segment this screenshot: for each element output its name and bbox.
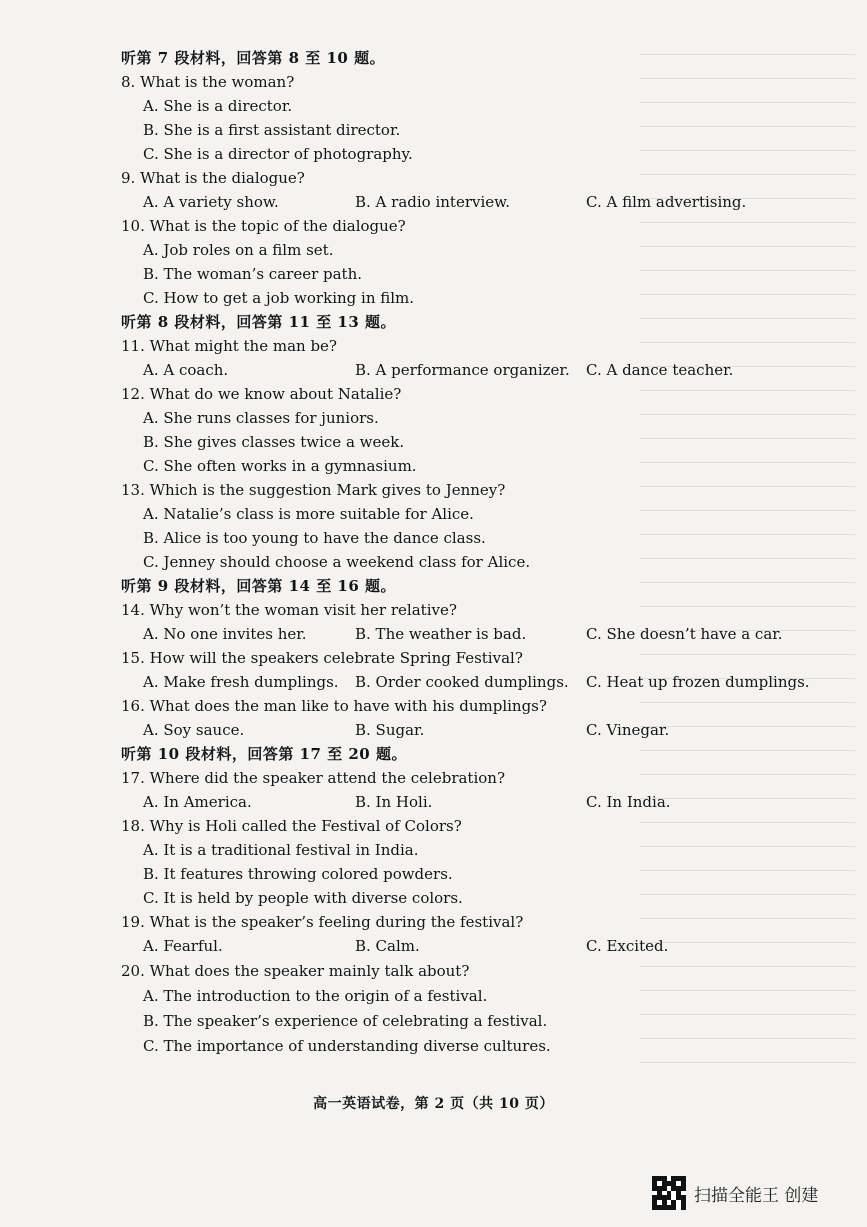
q19-option-b: B. Calm. xyxy=(355,937,420,955)
question-13: 13. Which is the suggestion Mark gives to Jenney? xyxy=(121,481,506,499)
question-9: 9. What is the dialogue? xyxy=(121,169,305,187)
q11-option-c: C. A dance teacher. xyxy=(586,361,734,379)
scanner-watermark xyxy=(652,1175,818,1211)
question-8: 8. What is the woman? xyxy=(121,73,295,91)
q15-option-c: C. Heat up frozen dumplings. xyxy=(586,673,810,691)
question-19: 19. What is the speaker’s feeling during the festival? xyxy=(121,913,524,931)
q20-option-c: C. The importance of understanding diverse cultures. xyxy=(143,1037,551,1055)
q17-option-a: A. In America. xyxy=(143,793,252,811)
q13-option-a: A. Natalie’s class is more suitable for Alice. xyxy=(143,505,474,523)
question-20: 20. What does the speaker mainly talk about? xyxy=(121,962,470,980)
q14-option-a: A. No one invites her. xyxy=(143,625,307,643)
q16-option-b: B. Sugar. xyxy=(355,721,425,739)
q8-option-b: B. She is a first assistant director. xyxy=(143,121,401,139)
section-heading-7: 听第 7 段材料，回答第 8 至 10 题。 xyxy=(121,49,386,67)
q18-option-c: C. It is held by people with diverse colors. xyxy=(143,889,463,907)
scanner-watermark-text: 扫描全能王 创建 xyxy=(694,1185,819,1206)
q14-option-c: C. She doesn’t have a car. xyxy=(586,625,783,643)
q10-option-b: B. The woman’s career path. xyxy=(143,265,363,283)
q16-option-a: A. Soy sauce. xyxy=(143,721,245,739)
page-footer: 高一英语试卷，第 2 页（共 10 页） xyxy=(313,1096,554,1112)
qr-code-icon xyxy=(652,1176,686,1210)
q8-option-a: A. She is a director. xyxy=(143,97,293,115)
q9-option-a: A. A variety show. xyxy=(143,193,279,211)
question-11: 11. What might the man be? xyxy=(121,337,337,355)
q11-option-a: A. A coach. xyxy=(143,361,229,379)
q13-option-b: B. Alice is too young to have the dance class. xyxy=(143,529,486,547)
q20-option-a: A. The introduction to the origin of a festival. xyxy=(143,987,488,1005)
q15-option-b: B. Order cooked dumplings. xyxy=(355,673,569,691)
question-12: 12. What do we know about Natalie? xyxy=(121,385,402,403)
q12-option-a: A. She runs classes for juniors. xyxy=(143,409,379,427)
q17-option-c: C. In India. xyxy=(586,793,671,811)
q20-option-b: B. The speaker’s experience of celebrating a festival. xyxy=(143,1012,548,1030)
q9-option-b: B. A radio interview. xyxy=(355,193,510,211)
q8-option-c: C. She is a director of photography. xyxy=(143,145,413,163)
q12-option-c: C. She often works in a gymnasium. xyxy=(143,457,417,475)
q17-option-b: B. In Holi. xyxy=(355,793,433,811)
question-16: 16. What does the man like to have with his dumplings? xyxy=(121,697,547,715)
q16-option-c: C. Vinegar. xyxy=(586,721,670,739)
question-17: 17. Where did the speaker attend the celebration? xyxy=(121,769,505,787)
q15-option-a: A. Make fresh dumplings. xyxy=(143,673,339,691)
q18-option-a: A. It is a traditional festival in India. xyxy=(143,841,419,859)
q10-option-a: A. Job roles on a film set. xyxy=(143,241,334,259)
question-15: 15. How will the speakers celebrate Spring Festival? xyxy=(121,649,523,667)
section-heading-10: 听第 10 段材料，回答第 17 至 20 题。 xyxy=(121,745,407,763)
question-18: 18. Why is Holi called the Festival of Colors? xyxy=(121,817,462,835)
q9-option-c: C. A film advertising. xyxy=(586,193,747,211)
question-10: 10. What is the topic of the dialogue? xyxy=(121,217,406,235)
q14-option-b: B. The weather is bad. xyxy=(355,625,527,643)
question-14: 14. Why won’t the woman visit her relative? xyxy=(121,601,457,619)
section-heading-8: 听第 8 段材料，回答第 11 至 13 题。 xyxy=(121,313,397,331)
q18-option-b: B. It features throwing colored powders. xyxy=(143,865,453,883)
q11-option-b: B. A performance organizer. xyxy=(355,361,570,379)
q13-option-c: C. Jenney should choose a weekend class for Alice. xyxy=(143,553,531,571)
q19-option-c: C. Excited. xyxy=(586,937,669,955)
q19-option-a: A. Fearful. xyxy=(143,937,223,955)
q10-option-c: C. How to get a job working in film. xyxy=(143,289,415,307)
q12-option-b: B. She gives classes twice a week. xyxy=(143,433,405,451)
section-heading-9: 听第 9 段材料，回答第 14 至 16 题。 xyxy=(121,577,397,595)
